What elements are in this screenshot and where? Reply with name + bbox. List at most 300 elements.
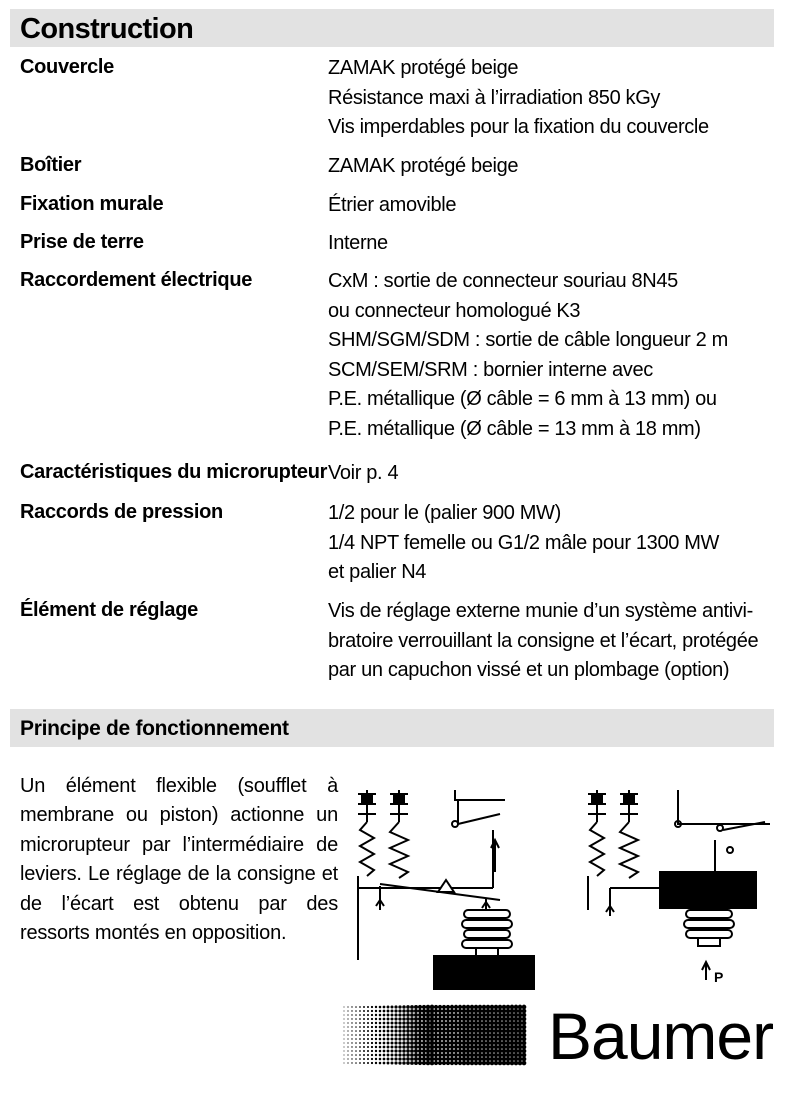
logo-dot	[478, 1005, 483, 1010]
logo-dot	[418, 1025, 422, 1029]
logo-dot	[522, 1041, 527, 1046]
logo-dot	[343, 1058, 344, 1059]
logo-dot	[442, 1025, 446, 1029]
logo-dot	[454, 1057, 458, 1061]
logo-dot	[390, 1045, 393, 1048]
logo-dot	[414, 1033, 418, 1037]
spec-value-line: et palier N4	[328, 561, 427, 583]
logo-dot	[514, 1009, 519, 1014]
logo-dot	[478, 1045, 483, 1050]
logo-dot	[506, 1029, 511, 1034]
logo-dot	[490, 1025, 495, 1030]
logo-dot	[506, 1009, 511, 1014]
logo-dot	[478, 1041, 483, 1046]
logo-dot	[518, 1045, 523, 1050]
logo-dot	[351, 1030, 352, 1031]
logo-dot	[438, 1029, 442, 1033]
logo-dot	[454, 1009, 458, 1013]
logo-dot	[482, 1021, 487, 1026]
spec-value	[328, 154, 518, 184]
logo-dot	[470, 1005, 474, 1009]
logo-dot	[390, 1029, 393, 1032]
logo-dot	[343, 1062, 344, 1063]
logo-dot	[470, 1021, 474, 1025]
logo-dot	[418, 1057, 422, 1061]
logo-dot	[510, 1057, 515, 1062]
logo-dot	[430, 1009, 435, 1014]
logo-dot	[478, 1061, 483, 1066]
logo-dot	[426, 1041, 431, 1046]
spec-value-line: Étrier amovible	[328, 194, 457, 216]
construction-title: Construction	[20, 13, 194, 45]
logo-dot	[466, 1021, 470, 1025]
logo-dot	[402, 1045, 406, 1049]
logo-dot	[371, 1006, 373, 1008]
spec-value-line: Résistance maxi à l’irradiation 850 kGy	[328, 86, 661, 109]
logo-dot	[446, 1009, 450, 1013]
diagram-bellows-mechanism	[358, 790, 534, 990]
logo-dot	[506, 1057, 511, 1062]
logo-dot	[347, 1038, 348, 1039]
logo-dot	[498, 1009, 503, 1014]
logo-dot	[363, 1030, 365, 1032]
logo-dot	[438, 1053, 442, 1057]
logo-dot	[375, 1034, 377, 1036]
logo-dot	[406, 1009, 410, 1013]
logo-dot	[450, 1025, 454, 1029]
logo-dot	[355, 1054, 357, 1056]
logo-dot	[367, 1046, 369, 1048]
logo-dot	[402, 1025, 406, 1029]
logo-dot	[398, 1057, 401, 1060]
spec-value-line: par un capuchon vissé et un plombage (option)	[328, 659, 730, 681]
logo-dot	[375, 1054, 377, 1056]
logo-dot	[367, 1062, 369, 1064]
logo-dot	[390, 1025, 393, 1028]
logo-dot	[486, 1005, 491, 1010]
logo-dot	[398, 1021, 401, 1024]
logo-dot	[402, 1017, 406, 1021]
logo-dot	[351, 1038, 352, 1039]
logo-dot	[394, 1045, 397, 1048]
logo-dot	[363, 1034, 365, 1036]
logo-dot	[494, 1057, 499, 1062]
logo-dot	[359, 1010, 361, 1012]
logo-dot	[375, 1050, 377, 1052]
logo-dot	[390, 1041, 393, 1044]
spec-label: Élément de réglage	[20, 599, 198, 621]
logo-dot	[458, 1045, 462, 1049]
logo-dot	[458, 1061, 462, 1065]
logo-dot	[522, 1049, 527, 1054]
logo-dot	[438, 1041, 442, 1045]
logo-dot	[394, 1021, 397, 1024]
logo-dot	[458, 1009, 462, 1013]
logo-dot	[450, 1029, 454, 1033]
logo-dot	[371, 1054, 373, 1056]
logo-dot	[450, 1033, 454, 1037]
logo-dot	[363, 1046, 365, 1048]
logo-dot	[363, 1058, 365, 1060]
logo-dot	[438, 1009, 442, 1013]
logo-dot	[343, 1038, 344, 1039]
logo-dot	[446, 1013, 450, 1017]
logo-dot	[363, 1050, 365, 1052]
logo-dot	[510, 1013, 515, 1018]
logo-dot	[438, 1021, 442, 1025]
logo-dot	[371, 1014, 373, 1016]
logo-dot	[355, 1018, 357, 1020]
logo-dot	[458, 1013, 462, 1017]
logo-dot	[502, 1045, 507, 1050]
logo-dot	[375, 1030, 377, 1032]
logo-dot	[426, 1037, 431, 1042]
logo-dot	[379, 1054, 382, 1057]
logo-dot	[414, 1057, 418, 1061]
logo-dot	[510, 1053, 515, 1058]
logo-dot	[371, 1030, 373, 1032]
logo-dot	[426, 1057, 431, 1062]
logo-dot	[375, 1026, 377, 1028]
logo-dot	[422, 1005, 426, 1009]
logo-dot	[394, 1029, 397, 1032]
logo-dot	[514, 1061, 519, 1066]
logo-dot	[379, 1042, 382, 1045]
logo-dot	[482, 1053, 487, 1058]
logo-dot	[514, 1057, 519, 1062]
logo-dot	[355, 1026, 357, 1028]
logo-dot	[371, 1062, 373, 1064]
logo-dot	[402, 1061, 406, 1065]
logo-dot	[498, 1049, 503, 1054]
logo-dot	[343, 1030, 344, 1031]
logo-dot	[514, 1005, 519, 1010]
logo-dot	[430, 1037, 435, 1042]
logo-dot	[506, 1025, 511, 1030]
logo-dot	[450, 1053, 454, 1057]
logo-dot	[347, 1018, 348, 1019]
logo-dot	[422, 1013, 426, 1017]
logo-dot	[486, 1009, 491, 1014]
logo-dot	[375, 1014, 377, 1016]
logo-dot	[498, 1053, 503, 1058]
spec-value-line: Vis de réglage externe munie d’un système antivi-	[328, 600, 753, 622]
logo-dot	[482, 1005, 487, 1010]
logo-dot	[402, 1029, 406, 1033]
logo-dot	[466, 1013, 470, 1017]
logo-dot	[347, 1030, 348, 1031]
logo-dot	[375, 1018, 377, 1020]
logo-dot	[518, 1057, 523, 1062]
logo-dot	[462, 1033, 466, 1037]
logo-dot	[371, 1046, 373, 1048]
logo-dot	[446, 1045, 450, 1049]
logo-dot	[466, 1057, 470, 1061]
logo-dot	[430, 1017, 435, 1022]
principle-title: Principe de fonctionnement	[20, 717, 289, 740]
logo-dot	[458, 1053, 462, 1057]
logo-dot	[414, 1017, 418, 1021]
logo-dot	[379, 1038, 382, 1041]
logo-dot	[506, 1017, 511, 1022]
logo-dot	[442, 1057, 446, 1061]
logo-dot	[426, 1049, 431, 1054]
logo-dot	[426, 1005, 431, 1010]
logo-dot	[498, 1061, 503, 1066]
logo-dot	[406, 1005, 410, 1009]
logo-dot	[474, 1053, 478, 1057]
logo-dot	[422, 1041, 426, 1045]
logo-dot	[430, 1005, 435, 1010]
logo-dot	[402, 1005, 406, 1009]
logo-dot	[426, 1033, 431, 1038]
logo-dot	[490, 1009, 495, 1014]
logo-dot	[518, 1033, 523, 1038]
logo-dot	[383, 1050, 386, 1053]
logo-dot	[363, 1006, 365, 1008]
logo-dot	[502, 1053, 507, 1058]
logo-dot	[394, 1009, 397, 1012]
logo-dot	[430, 1021, 435, 1026]
logo-dot	[450, 1005, 454, 1009]
logo-dot	[379, 1050, 382, 1053]
logo-dot	[394, 1037, 397, 1040]
logo-dot	[359, 1038, 361, 1040]
logo-dot	[442, 1037, 446, 1041]
logo-dot	[494, 1029, 499, 1034]
logo-dot	[379, 1022, 382, 1025]
logo-dot	[506, 1033, 511, 1038]
logo-dot	[351, 1026, 352, 1027]
logo-dot	[359, 1054, 361, 1056]
logo-dot	[367, 1042, 369, 1044]
logo-dot	[398, 1049, 401, 1052]
logo-dot	[462, 1009, 466, 1013]
logo-dot	[390, 1005, 393, 1008]
spec-value-line: SCM/SEM/SRM : bornier interne avec	[328, 358, 653, 381]
logo-dot	[498, 1033, 503, 1038]
logo-dot	[430, 1013, 435, 1018]
logo-dot	[371, 1058, 373, 1060]
logo-dot	[474, 1029, 478, 1033]
logo-dot	[450, 1009, 454, 1013]
spec-value	[328, 193, 456, 223]
logo-dot	[355, 1014, 357, 1016]
logo-dot	[343, 1018, 344, 1019]
logo-dot	[379, 1034, 382, 1037]
logo-dot	[490, 1021, 495, 1026]
logo-dot	[434, 1041, 438, 1045]
logo-dot	[418, 1021, 422, 1025]
logo-dot	[470, 1061, 474, 1065]
logo-dot	[347, 1058, 348, 1059]
logo-dot	[466, 1029, 470, 1033]
logo-dot	[474, 1009, 478, 1013]
logo-dot	[454, 1013, 458, 1017]
logo-dot	[406, 1021, 410, 1025]
logo-dot	[442, 1053, 446, 1057]
logo-dot	[498, 1045, 503, 1050]
logo-dot	[434, 1005, 438, 1009]
logo-dot	[446, 1041, 450, 1045]
logo-dot	[442, 1021, 446, 1025]
logo-dot	[379, 1006, 382, 1009]
logo-dot	[406, 1041, 410, 1045]
logo-dot	[379, 1058, 382, 1061]
logo-dot	[422, 1017, 426, 1021]
logo-dot	[494, 1009, 499, 1014]
logo-dot	[406, 1017, 410, 1021]
logo-dot	[426, 1009, 431, 1014]
logo-dot	[343, 1010, 344, 1011]
logo-dot	[486, 1021, 491, 1026]
logo-dot	[510, 1029, 515, 1034]
logo-dot	[402, 1013, 406, 1017]
logo-dot	[510, 1021, 515, 1026]
logo-dot	[502, 1029, 507, 1034]
logo-dot	[510, 1061, 515, 1066]
logo-dot	[518, 1049, 523, 1054]
logo-dot	[490, 1053, 495, 1058]
logo-dot	[498, 1057, 503, 1062]
logo-dot	[398, 1017, 401, 1020]
logo-dot	[375, 1046, 377, 1048]
logo-dot	[474, 1025, 478, 1029]
logo-dot	[406, 1025, 410, 1029]
logo-dot	[390, 1049, 393, 1052]
logo-dot	[387, 1006, 390, 1009]
logo-dot	[387, 1010, 390, 1013]
logo-dot	[418, 1005, 422, 1009]
logo-dot	[383, 1014, 386, 1017]
logo-dot	[438, 1025, 442, 1029]
logo-dot	[390, 1017, 393, 1020]
logo-dot	[422, 1037, 426, 1041]
logo-dot	[371, 1042, 373, 1044]
logo-dot	[518, 1053, 523, 1058]
logo-dot	[363, 1054, 365, 1056]
logo-dot	[490, 1041, 495, 1046]
logo-dot	[438, 1049, 442, 1053]
logo-dot	[434, 1037, 438, 1041]
logo-dot	[422, 1061, 426, 1065]
logo-dot	[355, 1006, 357, 1008]
logo-dot	[410, 1005, 414, 1009]
logo-dot	[454, 1033, 458, 1037]
logo-dot	[367, 1010, 369, 1012]
spec-label: Boîtier	[20, 154, 82, 176]
logo-dot	[410, 1013, 414, 1017]
logo-dot	[518, 1037, 523, 1042]
logo-dot	[454, 1005, 458, 1009]
spec-value-line: Voir p. 4	[328, 462, 399, 484]
logo-dot	[418, 1061, 422, 1065]
logo-dot	[454, 1045, 458, 1049]
logo-dot	[506, 1061, 511, 1066]
logo-dot	[442, 1033, 446, 1037]
logo-dot	[406, 1037, 410, 1041]
principle-header	[10, 709, 774, 747]
logo-dot	[462, 1045, 466, 1049]
logo-dot	[398, 1045, 401, 1048]
logo-dot	[410, 1061, 414, 1065]
logo-dot	[490, 1045, 495, 1050]
logo-dot	[422, 1053, 426, 1057]
logo-dot	[498, 1029, 503, 1034]
logo-dot	[355, 1034, 357, 1036]
logo-dot	[383, 1046, 386, 1049]
logo-dot	[379, 1046, 382, 1049]
logo-dot	[383, 1062, 386, 1065]
logo-dot	[510, 1009, 515, 1014]
logo-dot	[351, 1006, 352, 1007]
logo-dot	[390, 1057, 393, 1060]
logo-dot	[470, 1025, 474, 1029]
logo-dot	[383, 1026, 386, 1029]
logo-dot	[482, 1041, 487, 1046]
logo-dot	[359, 1030, 361, 1032]
logo-dot	[347, 1010, 348, 1011]
logo-dot	[454, 1017, 458, 1021]
logo-dot	[418, 1049, 422, 1053]
logo-dot	[470, 1041, 474, 1045]
logo-dot	[518, 1017, 523, 1022]
logo-dot	[490, 1029, 495, 1034]
logo-dot	[466, 1045, 470, 1049]
logo-dot	[347, 1062, 348, 1063]
logo-dot	[442, 1029, 446, 1033]
logo-dot	[355, 1030, 357, 1032]
spec-value	[328, 231, 388, 261]
logo-dot	[522, 1025, 527, 1030]
logo-dot	[367, 1026, 369, 1028]
logo-dot	[450, 1013, 454, 1017]
logo-dot	[482, 1037, 487, 1042]
logo-dot	[387, 1034, 390, 1037]
logo-dot	[390, 1053, 393, 1056]
logo-dot	[434, 1033, 438, 1037]
logo-dot	[502, 1021, 507, 1026]
logo-dot	[430, 1041, 435, 1046]
logo-dot	[363, 1010, 365, 1012]
logo-dot	[490, 1037, 495, 1042]
baumer-logo-dots	[340, 1003, 536, 1067]
logo-dot	[470, 1017, 474, 1021]
logo-dot	[458, 1025, 462, 1029]
logo-dot	[410, 1041, 414, 1045]
logo-dot	[450, 1021, 454, 1025]
logo-dot	[482, 1049, 487, 1054]
logo-dot	[387, 1030, 390, 1033]
logo-dot	[343, 1022, 344, 1023]
logo-dot	[506, 1041, 511, 1046]
logo-dot	[359, 1042, 361, 1044]
logo-dot	[418, 1013, 422, 1017]
logo-dot	[375, 1062, 377, 1064]
logo-dot	[438, 1013, 442, 1017]
logo-dot	[514, 1013, 519, 1018]
logo-dot	[387, 1042, 390, 1045]
logo-dot	[518, 1061, 523, 1066]
logo-dot	[454, 1053, 458, 1057]
logo-dot	[406, 1033, 410, 1037]
spec-value-line: SHM/SGM/SDM : sortie de câble longueur 2 m	[328, 329, 728, 351]
logo-dot	[426, 1025, 431, 1030]
logo-dot	[414, 1045, 418, 1049]
logo-dot	[367, 1014, 369, 1016]
logo-dot	[394, 1033, 397, 1036]
logo-dot	[387, 1026, 390, 1029]
